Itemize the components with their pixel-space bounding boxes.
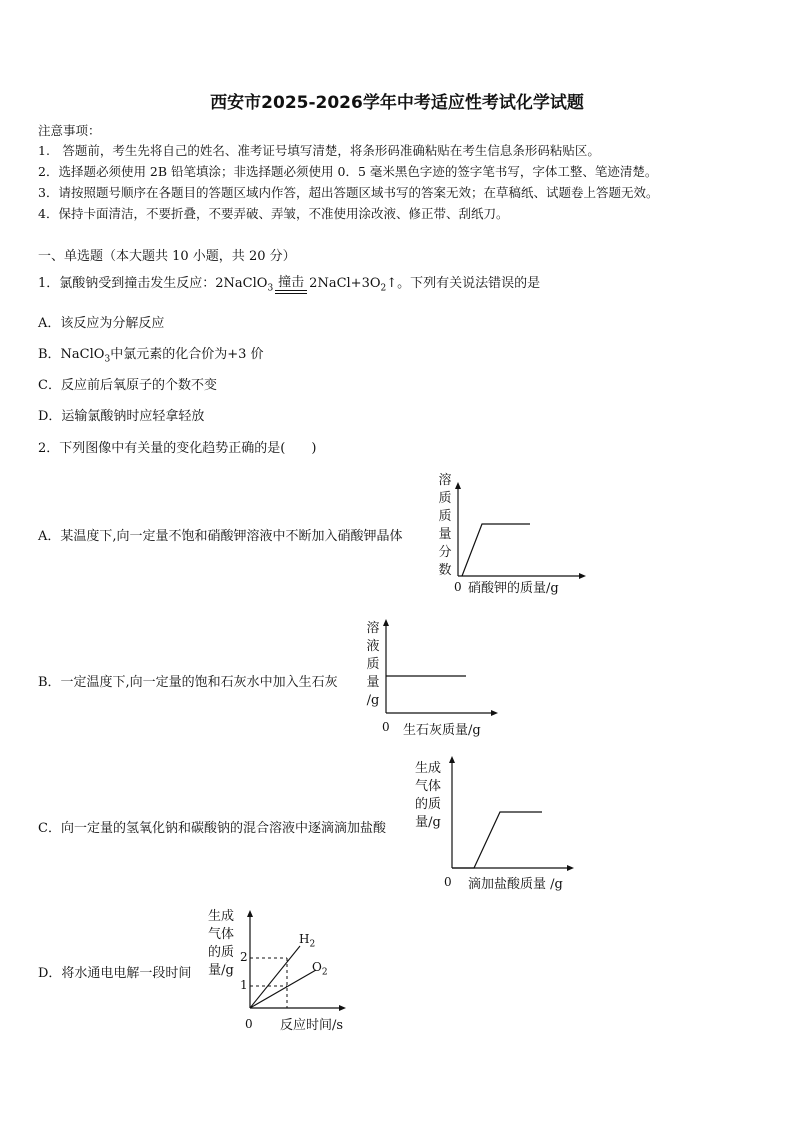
graph-a <box>450 480 590 580</box>
graph-d-o2-main: O <box>312 960 322 974</box>
q1-mid: 2NaCl+3O <box>309 276 381 291</box>
q2-option-c: C．向一定量的氢氧化钠和碳酸钠的混合溶液中逐滴滴加盐酸 <box>38 821 386 836</box>
reaction-condition-label: 撞击 <box>278 274 305 290</box>
graph-d-h2-label <box>299 932 315 949</box>
q2-option-d: D．将水通电电解一段时间 <box>38 966 192 981</box>
graph-d-ylabel-2: 气体 <box>207 927 234 942</box>
graph-d-ylabel-1: 生成 <box>207 909 234 924</box>
equals-sign <box>275 290 307 294</box>
reaction-condition <box>275 276 307 294</box>
q2-option-a: A．某温度下,向一定量不饱和硝酸钾溶液中不断加入硝酸钾晶体 <box>38 529 403 544</box>
graph-b-ylabel-2: 液 <box>366 639 380 654</box>
graph-d-o2-label <box>312 960 328 977</box>
exam-title: 西安市2025-2026学年中考适应性考试化学试题 <box>210 93 584 113</box>
q1-sub1: 3 <box>267 283 274 294</box>
graph-a-ylabel-4: 量 <box>438 527 452 542</box>
graph-a-origin: 0 <box>454 580 462 594</box>
notice-item-1: 1. 答题前，考生先将自己的姓名、准考证号填写清楚，将条形码准确粘贴在考生信息条形码粘贴区。 <box>38 143 600 158</box>
q1-option-c: C．反应前后氧原子的个数不变 <box>38 378 217 393</box>
q1-option-d: D．运输氯酸钠时应轻拿轻放 <box>38 409 205 424</box>
graph-c-origin: 0 <box>444 875 452 889</box>
graph-c-ylabel-1: 生成 <box>414 761 441 776</box>
graph-c-ylabel-2: 气体 <box>414 779 441 794</box>
graph-d-tick-2: 2 <box>240 950 248 964</box>
q2-option-b: B．一定温度下,向一定量的饱和石灰水中加入生石灰 <box>38 675 338 690</box>
graph-d-origin: 0 <box>245 1017 253 1031</box>
graph-a-ylabel-3: 质 <box>438 509 452 524</box>
graph-d-h2-main: H <box>299 932 310 946</box>
graph-d-o2-sub: 2 <box>321 967 328 978</box>
q1-prefix: 1．氯酸钠受到撞击发生反应：2NaClO <box>38 276 268 291</box>
graph-d <box>242 908 352 1013</box>
section-heading: 一、单选题（本大题共 10 小题，共 20 分） <box>38 249 296 264</box>
graph-b-xlabel: 生石灰质量/g <box>403 723 481 738</box>
q1-option-b-sub: 3 <box>104 354 111 365</box>
q1-sub2: 2 <box>380 283 387 294</box>
q1-suffix: ↑。下列有关说法错误的是 <box>386 276 541 291</box>
graph-d-o2-line <box>250 970 316 1008</box>
graph-d-h2-sub: 2 <box>309 939 316 950</box>
graph-d-h2-line <box>250 946 300 1008</box>
graph-c-ylabel-3: 的质 <box>414 797 441 812</box>
graph-a-xlabel: 硝酸钾的质量/g <box>468 581 559 596</box>
graph-d-ylabel <box>206 908 236 980</box>
graph-a-ylabel-6: 数 <box>438 563 452 578</box>
graph-b-ylabel-4: 量 <box>366 675 380 690</box>
graph-d-ylabel-3: 的质 <box>207 945 234 960</box>
graph-d-x-arrow <box>339 1005 346 1011</box>
graph-c <box>444 754 579 872</box>
question-1-stem <box>38 272 540 294</box>
question-2-stem: 2．下列图像中有关量的变化趋势正确的是( ) <box>38 441 317 456</box>
graph-d-y-arrow <box>247 910 253 917</box>
notice-heading: 注意事项： <box>38 123 101 138</box>
graph-d-xlabel: 反应时间/s <box>280 1018 344 1033</box>
graph-d-tick-1: 1 <box>240 978 248 992</box>
graph-c-y-arrow <box>449 756 455 763</box>
graph-c-curve <box>452 812 542 868</box>
notice-item-4: 4．保持卡面清洁，不要折叠，不要弄破、弄皱，不准使用涂改液、修正带、刮纸刀。 <box>38 206 509 221</box>
q1-option-b-pre: B．NaClO <box>38 347 105 362</box>
graph-c-ylabel <box>413 760 443 832</box>
graph-b-origin: 0 <box>382 720 390 734</box>
graph-b-ylabel-5: /g <box>366 693 380 708</box>
graph-d-ylabel-4: 量/g <box>208 963 234 978</box>
q1-option-b-post: 中氯元素的化合价为+3 价 <box>110 347 264 362</box>
q1-option-b <box>38 343 263 365</box>
q1-option-a: A．该反应为分解反应 <box>38 316 165 331</box>
graph-b-y-arrow <box>383 619 389 626</box>
graph-c-xlabel: 滴加盐酸质量 /g <box>468 877 563 892</box>
graph-b-ylabel-3: 质 <box>366 657 380 672</box>
graph-a-curve <box>462 524 530 576</box>
graph-a-ylabel-2: 质 <box>438 491 452 506</box>
graph-b-ylabel-1: 溶 <box>366 621 380 636</box>
graph-a-ylabel-1: 溶 <box>438 473 452 488</box>
graph-a-x-arrow <box>579 573 586 579</box>
graph-b <box>380 617 500 717</box>
graph-c-ylabel-4: 量/g <box>415 815 441 830</box>
graph-c-x-arrow <box>567 865 574 871</box>
graph-a-y-arrow <box>455 482 461 489</box>
graph-b-x-arrow <box>491 710 498 716</box>
notice-item-3: 3．请按照题号顺序在各题目的答题区域内作答，超出答题区域书写的答案无效；在草稿纸、试题卷上答题无效。 <box>38 185 659 200</box>
notice-item-2: 2．选择题必须使用 2B 铅笔填涂；非选择题必须使用 0．5 毫米黑色字迹的签字笔书写，字体工整、笔迹清楚。 <box>38 164 658 179</box>
graph-a-ylabel-5: 分 <box>438 545 452 560</box>
